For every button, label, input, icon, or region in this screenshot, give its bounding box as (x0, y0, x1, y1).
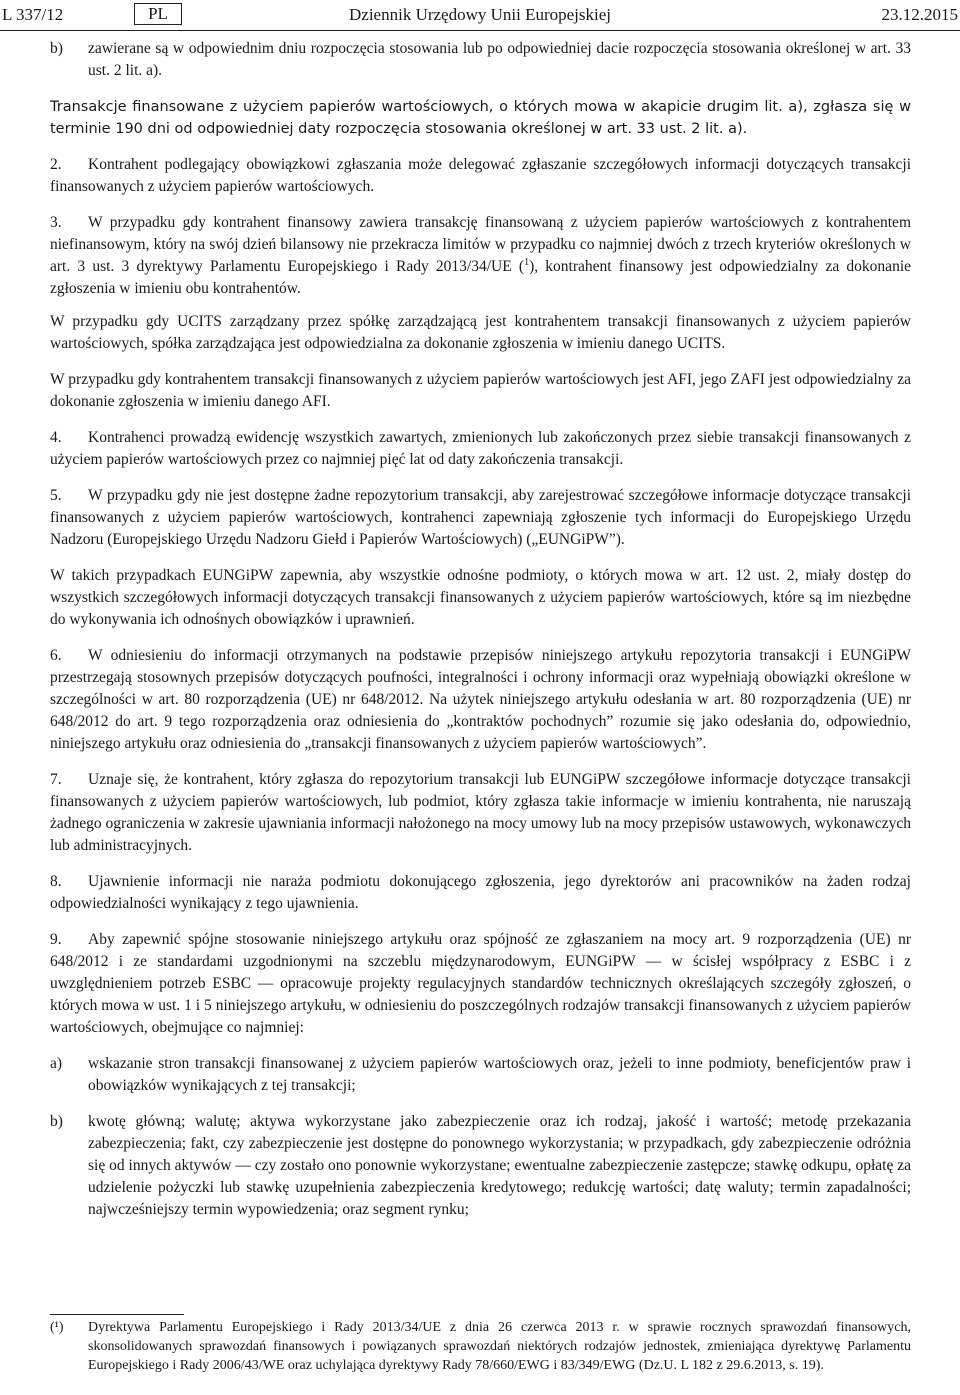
paragraph-2 (50, 154, 911, 198)
paragraph-3 (50, 212, 911, 300)
list-item-text: kwotę główną; walutę; aktywa wykorzystane jako zabezpieczenie oraz ich rodzaj, jakość i wartość; metodę przekazania zabezpieczenia; fakt, czy zabezpieczenie jest dostępne do ponownego wykorzystania; w przypadkach, gdy zabezpieczenie odróżnia się od innych aktywów — czy zostało ono ponownie wykorzystane; ewentualne zabezpieczenie zastępcze; stawkę odkupu, opłatę za udzielenie pożyczki lub stawkę uzupełnienia zabezpieczenia kredytowego; redukcję wartości; datę waluty; termin zapadalności; najwcześniejszy termin wypowiedzenia; oraz segment rynku; (88, 1113, 911, 1218)
list-item-b-top (50, 38, 911, 82)
footnote-text: Dyrektywa Parlamentu Europejskiego i Rady 2013/34/UE z dnia 26 czerwca 2013 r. w sprawie rocznych sprawozdań finansowych, skonsolidowanych sprawozdań finansowych i powiązanych sprawozdań niektórych rodzajów jednostek, zmieniająca dyrektywę Parlamentu Europejskiego i Rady 2006/43/WE oraz uchylająca dyrektywy Rady 78/660/EWG i 83/349/EWG (Dz.U. L 182 z 29.6.2013, s. 19). (88, 1320, 911, 1373)
paragraph-9 (50, 929, 911, 1039)
paragraph-number: 6. (50, 647, 62, 664)
list-item-label: a) (50, 1055, 63, 1072)
paragraph-text-cont: ), kontrahent finansowy jest odpowiedzialny za dokonanie zgłoszenia w imieniu obu kontrahentów. (50, 258, 912, 297)
paragraph-3-ucits: W przypadku gdy UCITS zarządzany przez spółkę zarządzającą jest kontrahentem transakcji finansowanych z użyciem papierów wartościowych, spółka zarządzająca jest odpowiedzialna za dokonanie zgłoszenia w imieniu danego UCITS. (50, 313, 911, 352)
paragraph-5-b: W takich przypadkach EUNGiPW zapewnia, aby wszystkie odnośne podmioty, o których mowa w art. 12 ust. 2, miały dostęp do wszystkich szczegółowych informacji dotyczących transakcji finansowanych z użyciem papierów wartościowych, które są im niezbędne do wykonywania ich odnośnych obowiązków i uprawnień. (50, 567, 911, 628)
paragraph-text: Uznaje się, że kontrahent, który zgłasza do repozytorium transakcji lub EUNGiPW szczegółowe informacje dotyczące transakcji finansowanych z użyciem papierów wartościowych, lub podmiot, który zgłasza takie informacje w imieniu kontrahenta, nie naruszają żadnego ograniczenia w zakresie ujawniania informacji nałożonego na mocy umowy lub na mocy przepisów ustawowych, wykonawczych lub administracyjnych. (50, 771, 911, 854)
paragraph-number: 7. (50, 771, 62, 788)
paragraph-number: 4. (50, 429, 62, 446)
paragraph-number: 3. (50, 214, 62, 231)
footnote-reference[interactable]: 1 (524, 256, 530, 268)
list-item-b (50, 1111, 911, 1221)
paragraph-text: Aby zapewnić spójne stosowanie niniejszego artykułu oraz spójność ze zgłaszaniem na mocy art. 9 rozporządzenia (UE) nr 648/2012 i ze standardami uzgodnionymi na szczeblu międzynarodowym, EUNGiPW — w ścisłej współpracy z ESBC i z uwzględnieniem potrzeb ESBC — opracowuje projekty regulacyjnych standardów technicznych określających szczegóły zgłoszeń, o których mowa w ust. 1 i 5 niniejszego artykułu, w odniesieniu do poszczególnych rodzajów transakcji finansowanych z użyciem papierów wartościowych, obejmujące co najmniej: (50, 931, 911, 1036)
paragraph-number: 2. (50, 156, 62, 173)
page-header (0, 0, 960, 31)
paragraph-text: W przypadku gdy kontrahent finansowy zawiera transakcję finansowaną z użyciem papierów wartościowych z kontrahentem niefinansowym, który na swój dzień bilansowy nie przekracza limitów w przypadku co najmniej dwóch z trzech kryteriów określonych w art. 3 ust. 3 dyrektywy Parlamentu Europejskiego i Rady 2013/34/UE ( (50, 214, 911, 275)
paragraph-5 (50, 485, 911, 551)
paragraph-text: Kontrahent podlegający obowiązkowi zgłaszania może delegować zgłaszanie szczegółowych informacji dotyczących transakcji finansowanych z użyciem papierów wartościowych. (50, 156, 911, 195)
page-reference: L 337/12 (2, 5, 64, 24)
publication-date: 23.12.2015 (881, 5, 958, 24)
footnotes (50, 1318, 911, 1375)
footnote-label: (¹) (50, 1320, 64, 1335)
paragraph-text: Ujawnienie informacji nie naraża podmiotu dokonującego zgłoszenia, jego dyrektorów ani pracowników na żaden rodzaj odpowiedzialności wynikający z tego ujawnienia. (50, 873, 911, 912)
list-item-a (50, 1053, 911, 1097)
paragraph-text: Kontrahenci prowadzą ewidencję wszystkich zawartych, zmienionych lub zakończonych przez siebie transakcji finansowanych z użyciem papierów wartościowych przez co najmniej pięć lat od daty zakończenia transakcji. (50, 429, 911, 468)
paragraph-transakcje: Transakcje finansowane z użyciem papierów wartościowych, o których mowa w akapicie drugim lit. a), zgłasza się w terminie 190 dni od odpowiedniej daty rozpoczęcia stosowania określonej w art. 33 ust. 2 lit. a). (50, 99, 911, 137)
paragraph-3-afi: W przypadku gdy kontrahentem transakcji finansowanych z użyciem papierów wartościowych jest AFI, jego ZAFI jest odpowiedzialny za dokonanie zgłoszenia w imieniu danego AFI. (50, 371, 911, 410)
list-item-label: b) (50, 40, 63, 57)
paragraph-number: 5. (50, 487, 62, 504)
paragraph-text: W odniesieniu do informacji otrzymanych na podstawie przepisów niniejszego artykułu repozytoria transakcji i EUNGiPW przestrzegają stosownych przepisów dotyczących poufności, integralności i ochrony informacji oraz wypełniają obowiązki określone w szczególności w art. 80 rozporządzenia (UE) nr 648/2012. Na użytek niniejszego artykułu odesłania w art. 80 rozporządzenia (UE) nr 648/2012 do art. 9 tego rozporządzenia oraz odniesienia do „kontraktów pochodnych” rozumie się jako odesłania do, odpowiednio, niniejszego artykułu oraz odniesienia do „transakcji finansowanych z użyciem papierów wartościowych”. (50, 647, 911, 752)
footnote-divider (50, 1314, 184, 1315)
paragraph-6 (50, 645, 911, 755)
journal-title: Dziennik Urzędowy Unii Europejskiej (349, 5, 612, 24)
paragraph-8 (50, 871, 911, 915)
paragraph-7 (50, 769, 911, 857)
document-body (50, 38, 911, 1235)
paragraph-4 (50, 427, 911, 471)
footnote-1 (50, 1318, 911, 1375)
paragraph-number: 8. (50, 873, 62, 890)
list-item-text: wskazanie stron transakcji finansowanej z użyciem papierów wartościowych oraz, jeżeli to inne podmioty, beneficjentów praw i obowiązków wynikających z tej transakcji; (88, 1055, 911, 1094)
paragraph-number: 9. (50, 931, 62, 948)
list-item-text: zawierane są w odpowiednim dniu rozpoczęcia stosowania lub po odpowiedniej dacie rozpoczęcia stosowania określonej w art. 33 ust. 2 lit. a). (88, 40, 911, 79)
list-item-label: b) (50, 1113, 63, 1130)
paragraph-text: W przypadku gdy nie jest dostępne żadne repozytorium transakcji, aby zarejestrować szczegółowe informacje dotyczące transakcji finansowanych z użyciem papierów wartościowych, kontrahenci zapewniają zgłoszenie tych informacji do Europejskiego Urzędu Nadzoru (Europejskiego Urzędu Nadzoru Giełd i Papierów Wartościowych) („EUNGiPW”). (50, 487, 911, 548)
language-badge: PL (134, 3, 182, 25)
